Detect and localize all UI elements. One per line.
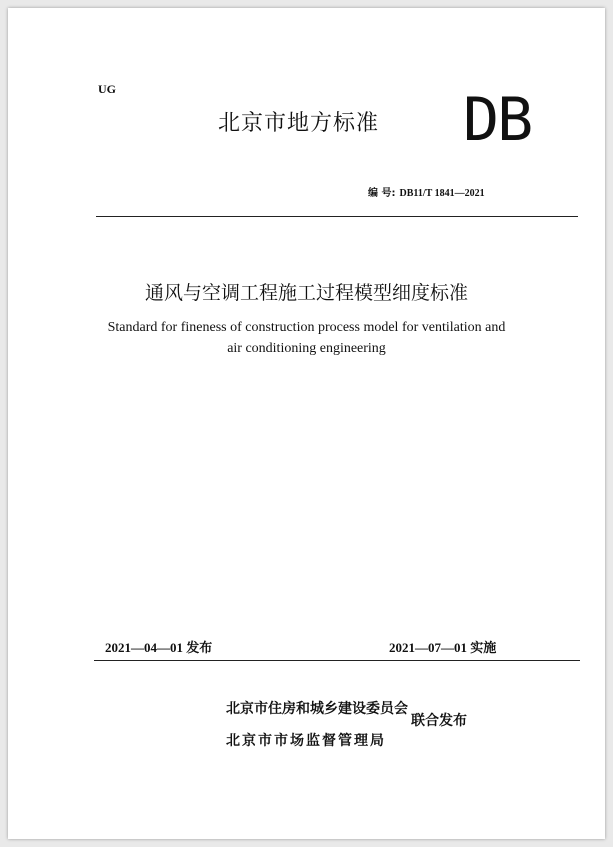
issuer-market-bureau: 北京市市场监督管理局 [226,733,386,749]
title-english-line2: air conditioning engineering [227,341,386,356]
db-logo: DB [463,85,532,155]
issuer-housing-commission: 北京市住房和城乡建设委员会 [226,701,408,717]
classification-code: UG [98,82,116,96]
implement-date: 2021—07—01 实施 [389,640,497,655]
standard-number-label: 编 号: [368,188,396,199]
top-divider [96,216,578,217]
joint-issue-label: 联合发布 [411,713,467,729]
bottom-divider [94,660,580,661]
title-english-line1: Standard for fineness of construction process model for ventilation and [107,320,506,335]
publish-date: 2021—04—01 发布 [105,640,213,655]
standard-type: 北京市地方标准 [218,111,380,136]
title-english [68,317,545,359]
standard-number-value: DB11/T 1841—2021 [399,188,485,199]
standard-number [368,184,485,199]
title-chinese: 通风与空调工程施工过程模型细度标准 [144,282,468,304]
document-page [8,8,605,839]
